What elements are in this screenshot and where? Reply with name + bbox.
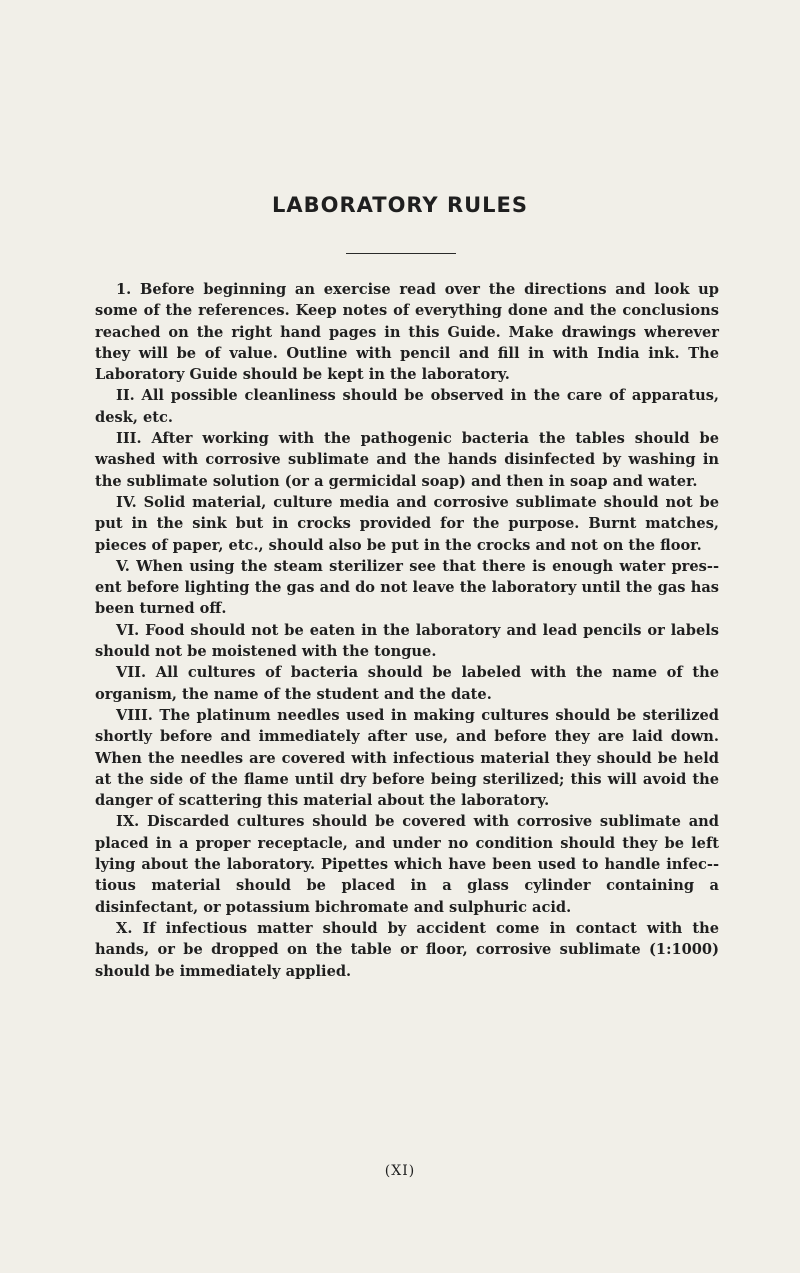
rule-paragraph-1: 1. Before beginning an exercise read over the directions and look up some of the references. Keep notes of everything done and the conclusions reached on the right hand pages in this Guide. Make drawings wherever they will be of value. Outline with pencil and fill in with India ink. The Laboratory Guide should be kept in the laboratory. — [95, 281, 719, 384]
rule-paragraph-5: V. When using the steam sterilizer see that there is enough water pres-ent before lighting the gas and do not leave the laboratory until the gas has been turned off. — [95, 557, 719, 618]
rule-paragraph-8: VIII. The platinum needles used in making cultures should be sterilized shortly before and immediately after use, and before they are laid down. When the needles are covered with infectious material they should be held at the side of the flame until dry before being sterilized; this will avoid the danger of scattering this material about the laboratory. — [95, 706, 719, 810]
page-title: LABORATORY RULES — [271, 193, 529, 217]
rules-list — [95, 279, 719, 982]
title-underline-divider — [346, 253, 456, 254]
rule-paragraph-6: VI. Food should not be eaten in the laboratory and lead pencils or labels should not be moistened with the tongue. — [95, 621, 719, 661]
rule-paragraph-9: IX. Discarded cultures should be covered with corrosive sublimate and placed in a proper receptacle, and under no condition should they be left lying about the laboratory. Pipettes which have been used to handle infec-tious material should be placed in a glass cylinder containing a disinfectant, or potassium bichromate and sulphuric acid. — [95, 813, 719, 916]
page-number: (XI) — [384, 1163, 416, 1179]
rule-paragraph-7: VII. All cultures of bacteria should be labeled with the name of the organism, the name of the student and the date. — [95, 664, 719, 703]
rule-paragraph-3: III. After working with the pathogenic bacteria the tables should be washed with corrosive sublimate and the hands disinfected by washing in the sublimate solution (or a germicidal soap) and then in soap and water. — [95, 430, 719, 490]
rule-paragraph-4: IV. Solid material, culture media and corrosive sublimate should not be put in the sink but in crocks provided for the purpose. Burnt matches, pieces of paper, etc., should also be put in the crocks and not on the floor. — [95, 493, 719, 554]
rule-paragraph-2: II. All possible cleanliness should be observed in the care of apparatus, desk, etc. — [95, 387, 719, 426]
rule-paragraph-10: X. If infectious matter should by accident come in contact with the hands, or be dropped on the table or floor, corrosive sublimate (1:1000) should be immediately applied. — [95, 919, 719, 980]
